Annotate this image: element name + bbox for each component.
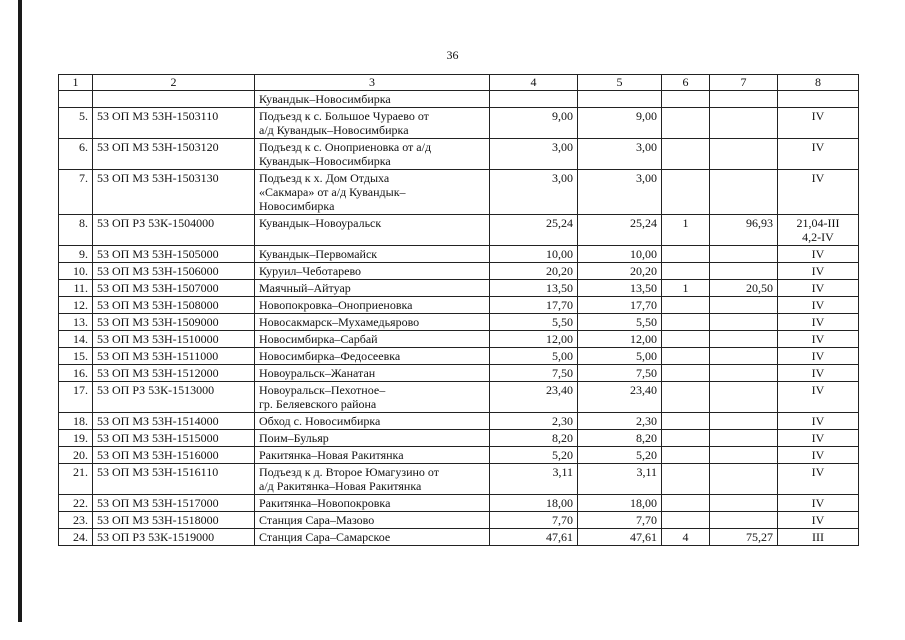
- road-category-cell: IV: [778, 108, 859, 139]
- road-code-cell: 53 ОП МЗ 53Н-1503130: [93, 170, 255, 215]
- length-cell: 7,50: [490, 365, 578, 382]
- road-category-cell: IV: [778, 139, 859, 170]
- length-cell: [490, 91, 578, 108]
- road-category-cell: IV: [778, 382, 859, 413]
- road-category-cell: III: [778, 529, 859, 546]
- road-category-cell: IV: [778, 512, 859, 529]
- column-header: 5: [578, 75, 662, 91]
- road-name-cell: Подъезд к д. Второе Юмагузино от а/д Ракитянка–Новая Ракитянка: [255, 464, 490, 495]
- length-cell: 13,50: [490, 280, 578, 297]
- length-cell: 47,61: [490, 529, 578, 546]
- road-code-cell: 53 ОП МЗ 53Н-1503120: [93, 139, 255, 170]
- road-category-cell: [778, 91, 859, 108]
- table-header-row: [59, 75, 859, 91]
- length-total-cell: 17,70: [578, 297, 662, 314]
- road-category-cell: IV: [778, 246, 859, 263]
- road-category-cell: IV: [778, 413, 859, 430]
- bridge-count-cell: 1: [662, 215, 710, 246]
- table-row: [59, 91, 859, 108]
- length-total-cell: 8,20: [578, 430, 662, 447]
- length-total-cell: 5,00: [578, 348, 662, 365]
- bridge-length-cell: [710, 430, 778, 447]
- table-row: [59, 382, 859, 413]
- column-header: 6: [662, 75, 710, 91]
- length-total-cell: 25,24: [578, 215, 662, 246]
- row-number-cell: 9.: [59, 246, 93, 263]
- road-category-cell: IV: [778, 314, 859, 331]
- bridge-count-cell: [662, 297, 710, 314]
- row-number-cell: 7.: [59, 170, 93, 215]
- bridge-length-cell: [710, 263, 778, 280]
- row-number-cell: 10.: [59, 263, 93, 280]
- road-category-cell: IV: [778, 447, 859, 464]
- road-code-cell: 53 ОП РЗ 53К-1513000: [93, 382, 255, 413]
- bridge-length-cell: [710, 170, 778, 215]
- bridge-length-cell: [710, 413, 778, 430]
- table-row: [59, 170, 859, 215]
- road-name-cell: Ракитянка–Новая Ракитянка: [255, 447, 490, 464]
- road-category-cell: IV: [778, 280, 859, 297]
- bridge-length-cell: [710, 495, 778, 512]
- length-total-cell: 12,00: [578, 331, 662, 348]
- row-number-cell: 21.: [59, 464, 93, 495]
- table-row: [59, 297, 859, 314]
- bridge-count-cell: [662, 413, 710, 430]
- road-category-cell: IV: [778, 365, 859, 382]
- column-header: 4: [490, 75, 578, 91]
- table-body: [59, 91, 859, 546]
- road-code-cell: 53 ОП МЗ 53Н-1514000: [93, 413, 255, 430]
- road-name-cell: Куруил–Чеботарево: [255, 263, 490, 280]
- road-code-cell: 53 ОП МЗ 53Н-1508000: [93, 297, 255, 314]
- length-total-cell: 9,00: [578, 108, 662, 139]
- bridge-count-cell: [662, 365, 710, 382]
- length-total-cell: 7,70: [578, 512, 662, 529]
- row-number-cell: [59, 91, 93, 108]
- length-cell: 17,70: [490, 297, 578, 314]
- table-row: [59, 263, 859, 280]
- bridge-length-cell: [710, 139, 778, 170]
- road-category-cell: IV: [778, 331, 859, 348]
- length-total-cell: 23,40: [578, 382, 662, 413]
- road-code-cell: 53 ОП МЗ 53Н-1516000: [93, 447, 255, 464]
- length-total-cell: [578, 91, 662, 108]
- table-row: [59, 215, 859, 246]
- road-code-cell: 53 ОП МЗ 53Н-1517000: [93, 495, 255, 512]
- length-cell: 18,00: [490, 495, 578, 512]
- length-cell: 5,50: [490, 314, 578, 331]
- bridge-length-cell: [710, 246, 778, 263]
- bridge-length-cell: [710, 297, 778, 314]
- length-cell: 3,00: [490, 170, 578, 215]
- road-category-cell: IV: [778, 430, 859, 447]
- length-total-cell: 5,20: [578, 447, 662, 464]
- bridge-count-cell: [662, 430, 710, 447]
- row-number-cell: 13.: [59, 314, 93, 331]
- column-header: 3: [255, 75, 490, 91]
- road-name-cell: Новосимбирка–Сарбай: [255, 331, 490, 348]
- length-cell: 9,00: [490, 108, 578, 139]
- road-category-cell: IV: [778, 297, 859, 314]
- road-name-cell: Новопокровка–Оноприеновка: [255, 297, 490, 314]
- table-row: [59, 280, 859, 297]
- bridge-length-cell: [710, 382, 778, 413]
- bridge-length-cell: [710, 314, 778, 331]
- length-cell: 8,20: [490, 430, 578, 447]
- road-code-cell: 53 ОП МЗ 53Н-1503110: [93, 108, 255, 139]
- row-number-cell: 8.: [59, 215, 93, 246]
- length-total-cell: 18,00: [578, 495, 662, 512]
- road-category-cell: IV: [778, 263, 859, 280]
- road-name-cell: Новоуральск–Жанатан: [255, 365, 490, 382]
- bridge-length-cell: 20,50: [710, 280, 778, 297]
- road-name-cell: Станция Сара–Мазово: [255, 512, 490, 529]
- page-number: 36: [446, 48, 459, 62]
- row-number-cell: 5.: [59, 108, 93, 139]
- length-cell: 23,40: [490, 382, 578, 413]
- bridge-length-cell: [710, 464, 778, 495]
- road-name-cell: Подъезд к с. Оноприеновка от а/д Кувандык–Новосимбирка: [255, 139, 490, 170]
- row-number-cell: 16.: [59, 365, 93, 382]
- bridge-count-cell: [662, 331, 710, 348]
- length-total-cell: 7,50: [578, 365, 662, 382]
- bridge-length-cell: [710, 108, 778, 139]
- roads-table: [58, 74, 859, 546]
- bridge-count-cell: [662, 464, 710, 495]
- road-code-cell: 53 ОП РЗ 53К-1519000: [93, 529, 255, 546]
- road-category-cell: 21,04-III 4,2-IV: [778, 215, 859, 246]
- bridge-count-cell: [662, 512, 710, 529]
- road-code-cell: 53 ОП МЗ 53Н-1518000: [93, 512, 255, 529]
- road-name-cell: Маячный–Айтуар: [255, 280, 490, 297]
- table-row: [59, 495, 859, 512]
- road-code-cell: [93, 91, 255, 108]
- column-header: 8: [778, 75, 859, 91]
- bridge-length-cell: [710, 348, 778, 365]
- bridge-count-cell: [662, 263, 710, 280]
- length-cell: 10,00: [490, 246, 578, 263]
- bridge-count-cell: 4: [662, 529, 710, 546]
- bridge-count-cell: [662, 447, 710, 464]
- bridge-length-cell: [710, 365, 778, 382]
- road-name-cell: Обход с. Новосимбирка: [255, 413, 490, 430]
- bridge-count-cell: [662, 108, 710, 139]
- bridge-length-cell: [710, 91, 778, 108]
- bridge-count-cell: [662, 91, 710, 108]
- table-row: [59, 139, 859, 170]
- row-number-cell: 20.: [59, 447, 93, 464]
- road-category-cell: IV: [778, 170, 859, 215]
- column-header: 7: [710, 75, 778, 91]
- road-category-cell: IV: [778, 464, 859, 495]
- road-name-cell: Ракитянка–Новопокровка: [255, 495, 490, 512]
- length-cell: 5,00: [490, 348, 578, 365]
- road-name-cell: Подъезд к х. Дом Отдыха «Сакмара» от а/д Кувандык– Новосимбирка: [255, 170, 490, 215]
- row-number-cell: 14.: [59, 331, 93, 348]
- length-cell: 3,11: [490, 464, 578, 495]
- bridge-length-cell: 75,27: [710, 529, 778, 546]
- bridge-length-cell: 96,93: [710, 215, 778, 246]
- table-row: [59, 413, 859, 430]
- table-row: [59, 447, 859, 464]
- table-row: [59, 430, 859, 447]
- bridge-count-cell: [662, 139, 710, 170]
- row-number-cell: 17.: [59, 382, 93, 413]
- road-name-cell: Кувандык–Новосимбирка: [255, 91, 490, 108]
- table-row: [59, 314, 859, 331]
- length-total-cell: 10,00: [578, 246, 662, 263]
- road-code-cell: 53 ОП МЗ 53Н-1509000: [93, 314, 255, 331]
- road-name-cell: Новоуральск–Пехотное– гр. Беляевского района: [255, 382, 490, 413]
- road-code-cell: 53 ОП РЗ 53К-1504000: [93, 215, 255, 246]
- road-name-cell: Кувандык–Новоуральск: [255, 215, 490, 246]
- bridge-count-cell: [662, 246, 710, 263]
- road-category-cell: IV: [778, 495, 859, 512]
- road-name-cell: Станция Сара–Самарское: [255, 529, 490, 546]
- road-name-cell: Новосимбирка–Федосеевка: [255, 348, 490, 365]
- road-category-cell: IV: [778, 348, 859, 365]
- row-number-cell: 23.: [59, 512, 93, 529]
- length-total-cell: 20,20: [578, 263, 662, 280]
- length-total-cell: 13,50: [578, 280, 662, 297]
- bridge-count-cell: [662, 382, 710, 413]
- road-code-cell: 53 ОП МЗ 53Н-1505000: [93, 246, 255, 263]
- length-cell: 7,70: [490, 512, 578, 529]
- length-total-cell: 5,50: [578, 314, 662, 331]
- row-number-cell: 18.: [59, 413, 93, 430]
- length-cell: 12,00: [490, 331, 578, 348]
- road-code-cell: 53 ОП МЗ 53Н-1515000: [93, 430, 255, 447]
- length-cell: 25,24: [490, 215, 578, 246]
- road-name-cell: Кувандык–Первомайск: [255, 246, 490, 263]
- bridge-length-cell: [710, 331, 778, 348]
- table-row: [59, 512, 859, 529]
- length-cell: 2,30: [490, 413, 578, 430]
- bridge-count-cell: [662, 348, 710, 365]
- table-row: [59, 108, 859, 139]
- road-name-cell: Поим–Бульяр: [255, 430, 490, 447]
- bridge-length-cell: [710, 447, 778, 464]
- road-code-cell: 53 ОП МЗ 53Н-1506000: [93, 263, 255, 280]
- row-number-cell: 22.: [59, 495, 93, 512]
- road-name-cell: Новосакмарск–Мухамедьярово: [255, 314, 490, 331]
- column-header: 2: [93, 75, 255, 91]
- bridge-count-cell: 1: [662, 280, 710, 297]
- column-header: 1: [59, 75, 93, 91]
- bridge-count-cell: [662, 495, 710, 512]
- page-left-margin-rule: [18, 0, 22, 622]
- road-code-cell: 53 ОП МЗ 53Н-1507000: [93, 280, 255, 297]
- table-row: [59, 529, 859, 546]
- table-row: [59, 246, 859, 263]
- row-number-cell: 19.: [59, 430, 93, 447]
- length-cell: 5,20: [490, 447, 578, 464]
- bridge-count-cell: [662, 170, 710, 215]
- road-code-cell: 53 ОП МЗ 53Н-1516110: [93, 464, 255, 495]
- length-cell: 3,00: [490, 139, 578, 170]
- length-total-cell: 3,00: [578, 139, 662, 170]
- row-number-cell: 15.: [59, 348, 93, 365]
- road-code-cell: 53 ОП МЗ 53Н-1512000: [93, 365, 255, 382]
- row-number-cell: 24.: [59, 529, 93, 546]
- length-total-cell: 2,30: [578, 413, 662, 430]
- length-cell: 20,20: [490, 263, 578, 280]
- length-total-cell: 47,61: [578, 529, 662, 546]
- table-row: [59, 348, 859, 365]
- length-total-cell: 3,11: [578, 464, 662, 495]
- row-number-cell: 11.: [59, 280, 93, 297]
- road-code-cell: 53 ОП МЗ 53Н-1511000: [93, 348, 255, 365]
- length-total-cell: 3,00: [578, 170, 662, 215]
- road-name-cell: Подъезд к с. Большое Чураево от а/д Кувандык–Новосимбирка: [255, 108, 490, 139]
- row-number-cell: 12.: [59, 297, 93, 314]
- row-number-cell: 6.: [59, 139, 93, 170]
- table-row: [59, 331, 859, 348]
- bridge-count-cell: [662, 314, 710, 331]
- road-code-cell: 53 ОП МЗ 53Н-1510000: [93, 331, 255, 348]
- table-row: [59, 464, 859, 495]
- table-row: [59, 365, 859, 382]
- bridge-length-cell: [710, 512, 778, 529]
